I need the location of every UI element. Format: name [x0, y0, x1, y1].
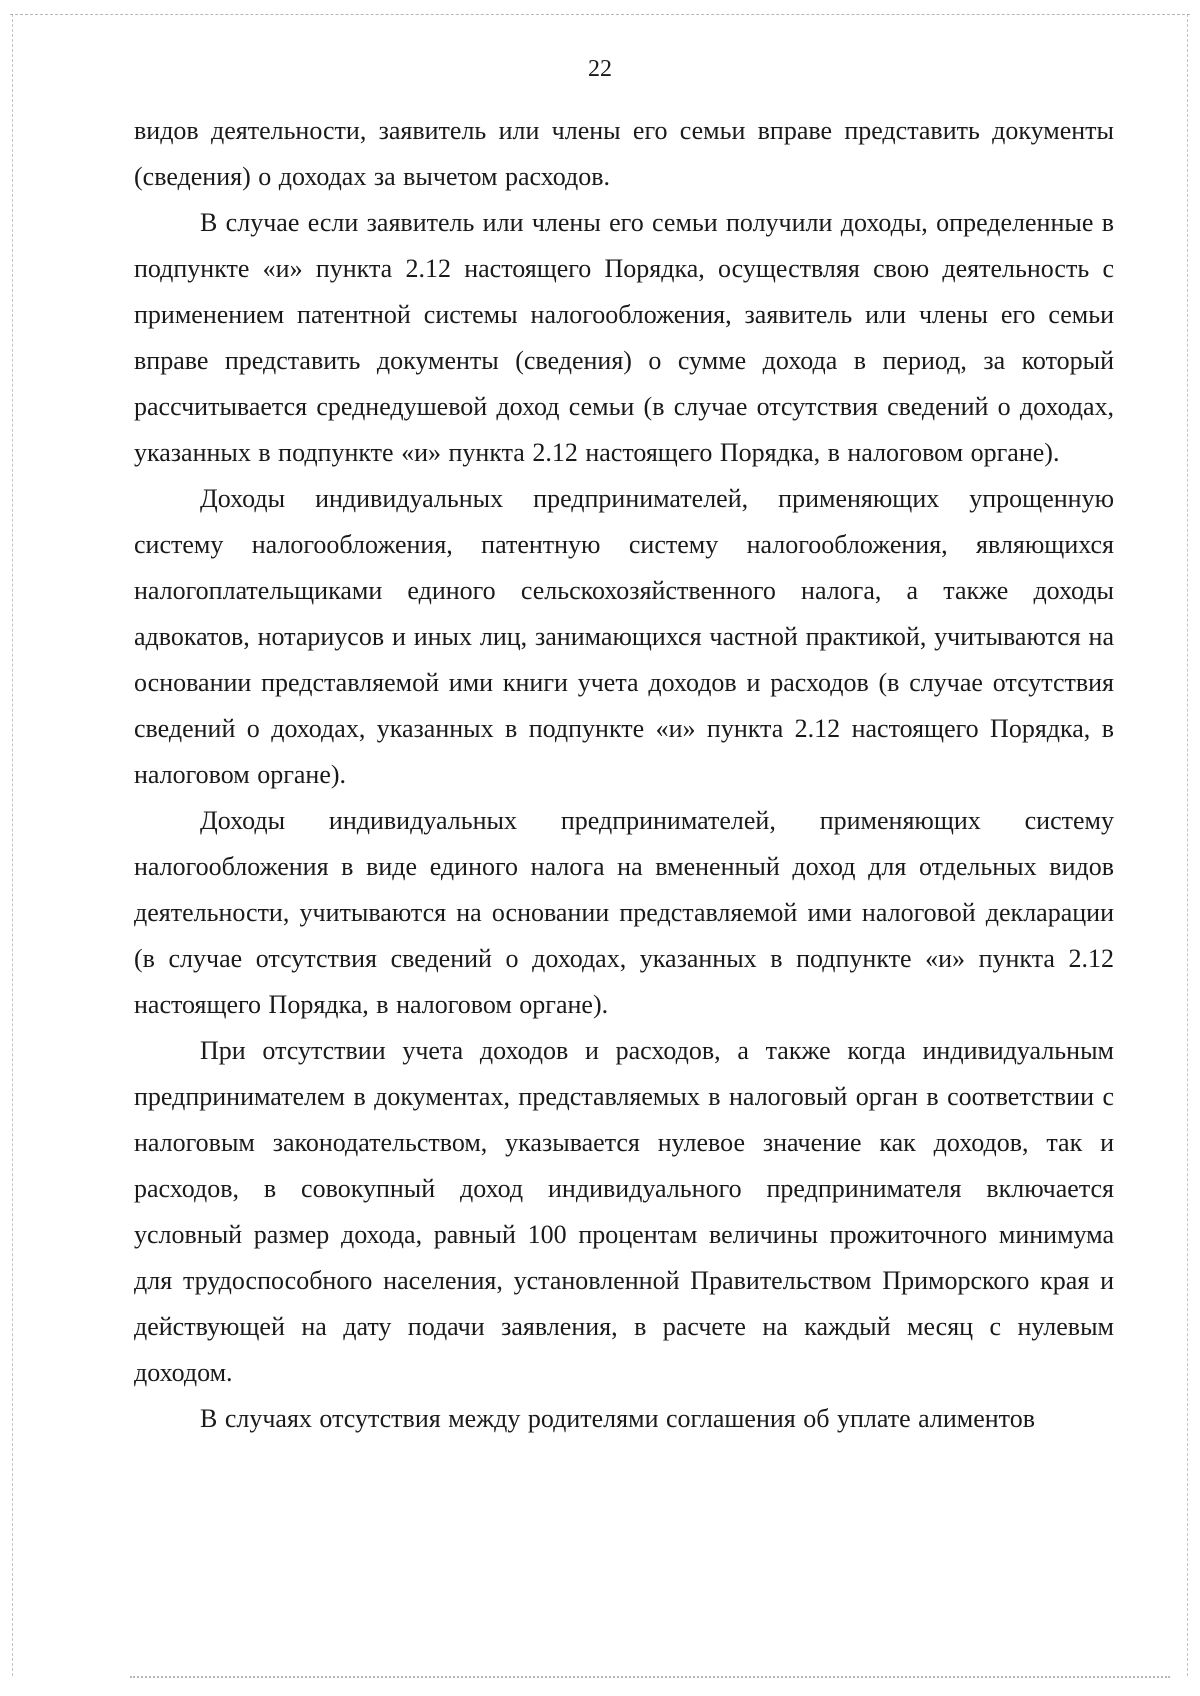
scan-border-right: [1187, 14, 1188, 1676]
paragraph-zero-income: При отсутствии учета доходов и расходов, а также когда индивидуальным предпринимателем в документах, представляемых в налоговый орган в соответствии с налоговым законодательством, указывается нулевое значение как доходов, так и расходов, в совокупный доход индивидуального предпринимателя включается условный размер дохода, равный 100 процентам величины прожиточного минимума для трудоспособного населения, установленной Правительством Приморского края и действующей на дату подачи заявления, в расчете на каждый месяц с нулевым доходом.: [134, 1036, 1114, 1387]
scan-border-bottom: [130, 1676, 1170, 1678]
paragraph-simplified-tax: Доходы индивидуальных предпринимателей, применяющих упрощенную систему налогообложения, патентную систему налогообложения, являющихся налогоплательщиками единого сельскохозяйственного налога, а также доходы адвокатов, нотариусов и иных лиц, занимающихся частной практикой, учитываются на основании представляемой ими книги учета доходов и расходов (в случае отсутствия сведений о доходах, указанных в подпункте «и» пункта 2.12 настоящего Порядка, в налоговом органе).: [134, 484, 1114, 789]
scan-border-left: [12, 14, 13, 1676]
scan-border-top: [10, 14, 1190, 15]
paragraph-patent-system: В случае если заявитель или члены его семьи получили доходы, определенные в подпункте «и» пункта 2.12 настоящего Порядка, осуществляя свою деятельность с применением патентной системы налогообложения, заявитель или члены его семьи вправе представить документы (сведения) о сумме дохода в период, за который рассчитывается среднедушевой доход семьи (в случае отсутствия сведений о доходах, указанных в подпункте «и» пункта 2.12 настоящего Порядка, в налоговом органе).: [134, 208, 1114, 467]
page-number: 22: [588, 56, 612, 82]
paragraph-alimony: В случаях отсутствия между родителями соглашения об уплате алиментов: [200, 1404, 1035, 1433]
paragraph-continued: видов деятельности, заявитель или члены его семьи вправе представить документы (сведения) о доходах за вычетом расходов.: [134, 116, 1114, 191]
document-body: [134, 108, 1114, 1442]
paragraph-imputed-income: Доходы индивидуальных предпринимателей, применяющих систему налогообложения в виде единого налога на вмененный доход для отдельных видов деятельности, учитываются на основании представляемой ими налоговой декларации (в случае отсутствия сведений о доходах, указанных в подпункте «и» пункта 2.12 настоящего Порядка, в налоговом органе).: [134, 806, 1114, 1019]
